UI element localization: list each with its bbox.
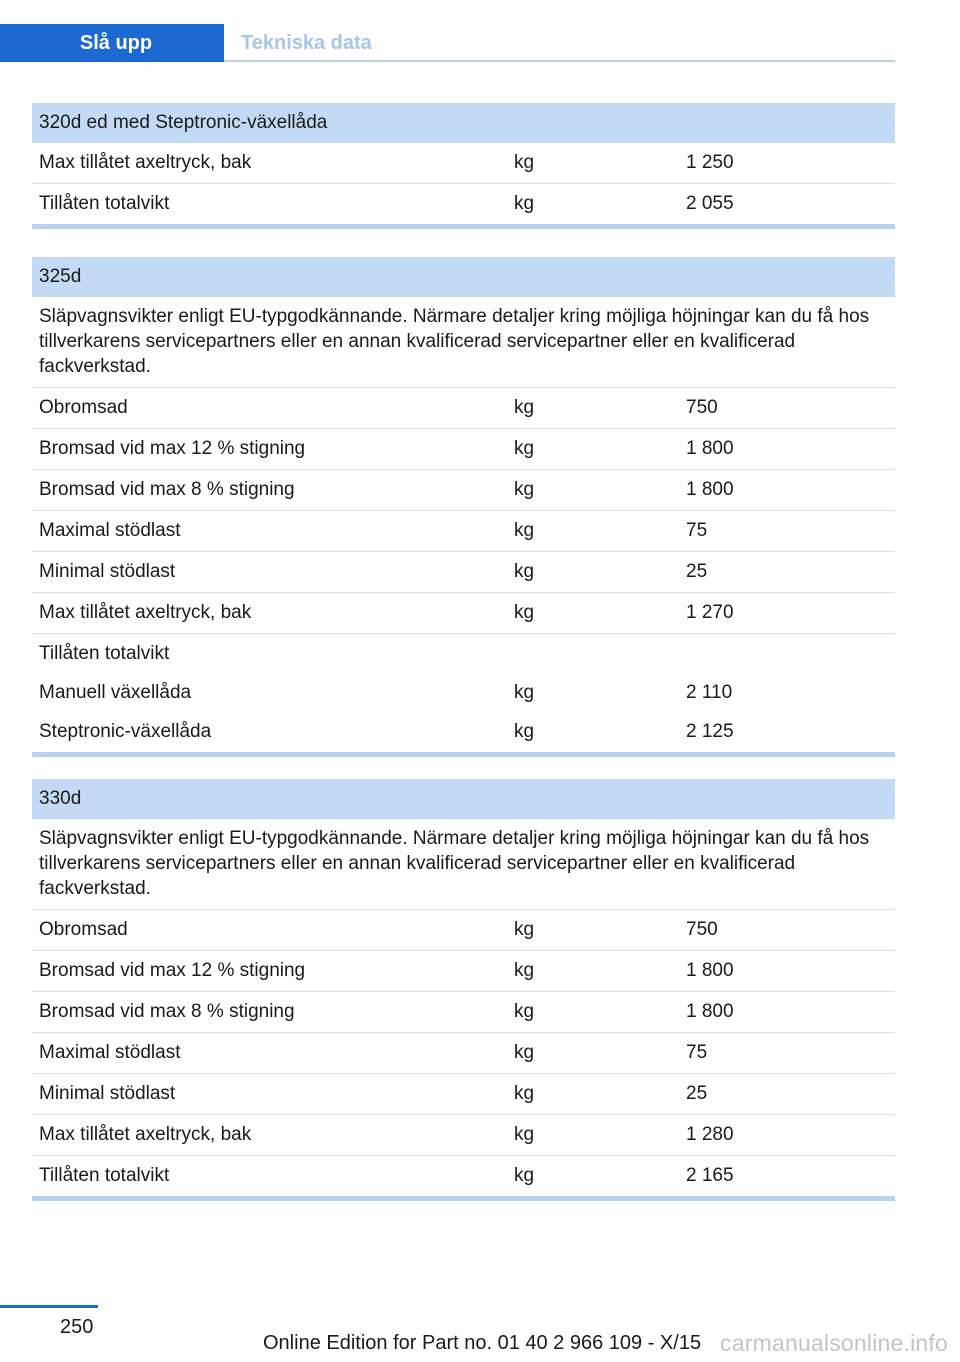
table-row <box>32 910 895 951</box>
table-row <box>32 511 895 552</box>
row-unit: kg <box>514 682 535 703</box>
table-heading: 330d <box>32 779 895 819</box>
row-value: 25 <box>686 561 708 582</box>
row-label: Max tillåtet axeltryck, bak <box>39 152 252 173</box>
row-unit: kg <box>514 960 535 981</box>
row-label: Minimal stödlast <box>39 561 176 582</box>
page-number-rule <box>0 1305 98 1308</box>
row-label: Bromsad vid max 8 % stigning <box>39 1001 295 1022</box>
row-label: Tillåten totalvikt <box>39 193 170 214</box>
row-unit: kg <box>514 193 535 214</box>
row-label: Tillåten totalvikt <box>39 1165 170 1186</box>
table-row <box>32 552 895 593</box>
tab-sla-upp[interactable]: Slå upp <box>0 24 224 62</box>
table-row <box>32 593 895 634</box>
row-value: 1 800 <box>686 438 734 459</box>
table-note: Släpvagnsvikter enligt EU-typgodkännande. Närmare detaljer kring möjliga höjningar kan du få hos tillverkarens servicepartners eller en annan kvalificerad servicepartner eller en kvalificerad fackverkstad. <box>32 297 895 388</box>
row-label: Tillåten totalvikt <box>39 643 170 664</box>
row-label: Obromsad <box>39 919 128 940</box>
spec-table-325d <box>32 257 895 757</box>
row-label: Obromsad <box>39 397 128 418</box>
row-unit: kg <box>514 602 535 623</box>
tab-tekniska-data[interactable]: Tekniska data <box>241 32 372 54</box>
spec-table-330d <box>32 779 895 1201</box>
table-row <box>32 429 895 470</box>
row-value: 2 165 <box>686 1165 734 1186</box>
page-number: 250 <box>60 1316 94 1338</box>
row-unit: kg <box>514 1042 535 1063</box>
row-value: 1 280 <box>686 1124 734 1145</box>
row-unit: kg <box>514 561 535 582</box>
row-value: 25 <box>686 1083 708 1104</box>
row-label: Minimal stödlast <box>39 1083 176 1104</box>
edition-footer: Online Edition for Part no. 01 40 2 966 109 - X/15 <box>263 1332 702 1354</box>
row-label: Bromsad vid max 12 % stigning <box>39 960 306 981</box>
table-row <box>32 951 895 992</box>
table-row <box>32 470 895 511</box>
row-value: 1 800 <box>686 1001 734 1022</box>
row-unit: kg <box>514 152 535 173</box>
row-value: 75 <box>686 1042 708 1063</box>
row-label: Bromsad vid max 12 % stigning <box>39 438 306 459</box>
row-label: Bromsad vid max 8 % stigning <box>39 479 295 500</box>
table-row <box>32 673 895 712</box>
row-value: 1 800 <box>686 479 734 500</box>
table-row <box>32 184 895 224</box>
table-row <box>32 634 895 673</box>
row-value: 750 <box>686 397 718 418</box>
row-unit: kg <box>514 397 535 418</box>
row-unit: kg <box>514 1165 535 1186</box>
spec-table-320d-ed <box>32 103 895 229</box>
row-value: 75 <box>686 520 708 541</box>
page-header <box>0 24 895 62</box>
table-row <box>32 1074 895 1115</box>
watermark: carmanualsonline.info <box>720 1330 948 1356</box>
row-label: Max tillåtet axeltryck, bak <box>39 1124 252 1145</box>
row-value: 1 250 <box>686 152 734 173</box>
row-unit: kg <box>514 479 535 500</box>
row-value: 2 055 <box>686 193 734 214</box>
row-label: Maximal stödlast <box>39 1042 181 1063</box>
table-note: Släpvagnsvikter enligt EU-typgodkännande. Närmare detaljer kring möjliga höjningar kan du få hos tillverkarens servicepartners eller en annan kvalificerad servicepartner eller en kvalificerad fackverkstad. <box>32 819 895 910</box>
row-unit: kg <box>514 1124 535 1145</box>
row-value: 1 800 <box>686 960 734 981</box>
row-value: 2 110 <box>686 682 733 703</box>
row-label: Steptronic-växellåda <box>39 721 212 742</box>
row-unit: kg <box>514 919 535 940</box>
table-row <box>32 992 895 1033</box>
row-unit: kg <box>514 520 535 541</box>
row-label: Maximal stödlast <box>39 520 181 541</box>
row-unit: kg <box>514 721 535 742</box>
row-unit: kg <box>514 1001 535 1022</box>
table-row <box>32 143 895 184</box>
row-value: 750 <box>686 919 718 940</box>
table-row <box>32 1033 895 1074</box>
row-unit: kg <box>514 438 535 459</box>
row-unit: kg <box>514 1083 535 1104</box>
row-value: 1 270 <box>686 602 734 623</box>
table-row <box>32 1115 895 1156</box>
table-heading: 320d ed med Steptronic-växellåda <box>32 103 895 143</box>
table-row <box>32 1156 895 1196</box>
row-label: Max tillåtet axeltryck, bak <box>39 602 252 623</box>
table-heading: 325d <box>32 257 895 297</box>
table-row <box>32 388 895 429</box>
row-value: 2 125 <box>686 721 734 742</box>
row-label: Manuell växellåda <box>39 682 192 703</box>
table-row <box>32 712 895 752</box>
